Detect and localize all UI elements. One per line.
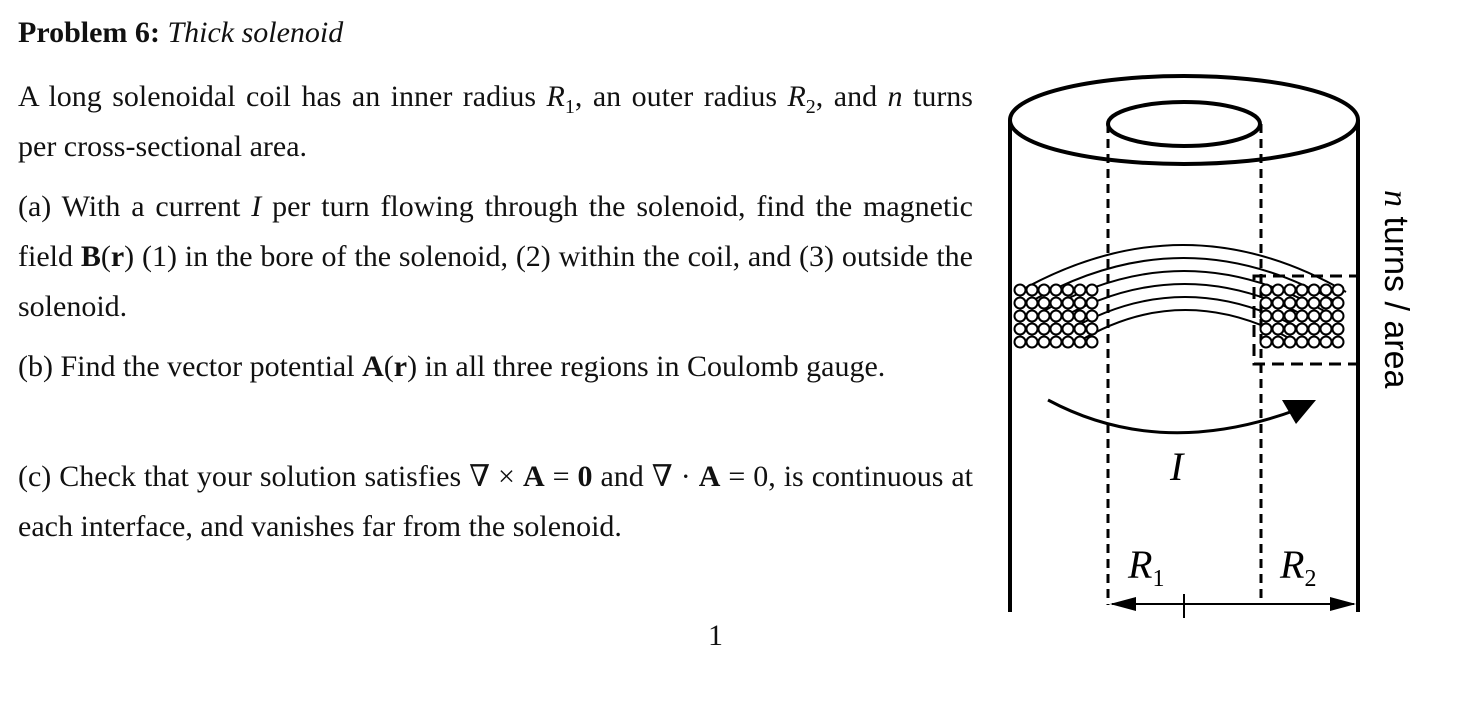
r2-label: $R_2$ [1280,542,1317,592]
part-a-text-2: per turn flowing through the solenoid, find the magnetic field [18,190,973,273]
radius-left-arrowhead [1110,597,1136,611]
part-b-potential: A [362,350,384,383]
inner-top-ellipse [1108,102,1260,146]
intro-r1-sub: 1 [564,96,575,118]
problem-colon: : [149,16,160,49]
r1-label: $R_1$ [1128,542,1165,592]
problem-title: Thick solenoid [167,16,344,49]
intro-paragraph [18,72,973,172]
intro-text-2: , an outer radius [574,80,788,113]
part-b-text-3: ) in all three regions in Coulomb gauge. [407,350,886,383]
part-a-paragraph [18,182,973,332]
part-a-text-1: (a) With a current [18,190,252,223]
left-winding-cross-section [1015,285,1098,348]
right-winding-cross-section [1261,285,1344,348]
page-number: 1 [708,619,723,652]
part-c-text-3: and ∇ · [592,460,699,493]
part-a-text-3: ( [100,240,111,273]
part-b-paragraph [18,342,973,392]
part-c-paragraph [18,452,973,552]
solenoid-figure [990,60,1460,630]
part-a-current: I [251,190,262,223]
part-c-text-4: = 0, is continuous at each interface, and vanishes far from the solenoid. [18,460,973,543]
intro-r2-sub: 2 [805,96,816,118]
outer-top-ellipse [1010,76,1358,164]
current-label: I [1170,444,1184,489]
intro-r2: R [787,80,806,113]
part-b-text-1: (b) Find the vector potential [18,350,363,383]
part-c-a2: A [698,460,721,493]
part-c-text-1: (c) Check that your solution satisfies ∇ × [18,460,523,493]
intro-text-4: turns per cross-sectional area. [18,80,973,163]
problem-label: Problem 6 [18,16,150,49]
radius-right-arrowhead [1330,597,1356,611]
part-a-r: r [110,240,125,273]
intro-r1: R [546,80,565,113]
part-a-text-4: ) (1) in the bore of the solenoid, (2) within the coil, and (3) outside the solenoid. [18,240,973,323]
intro-text-3: , and [815,80,888,113]
part-c-zero-vector: 0 [577,460,593,493]
part-b-text-2: ( [383,350,394,383]
intro-text-1: A long solenoidal coil has an inner radius [18,80,547,113]
part-c-a1: A [522,460,545,493]
turns-per-area-label: n turns / area [1377,190,1415,389]
part-b-r: r [393,350,408,383]
part-c-text-2: = [544,460,578,493]
current-arrow [1048,400,1296,433]
problem-heading [18,16,343,50]
intro-n: n [887,80,903,113]
part-a-field: B [80,240,101,273]
